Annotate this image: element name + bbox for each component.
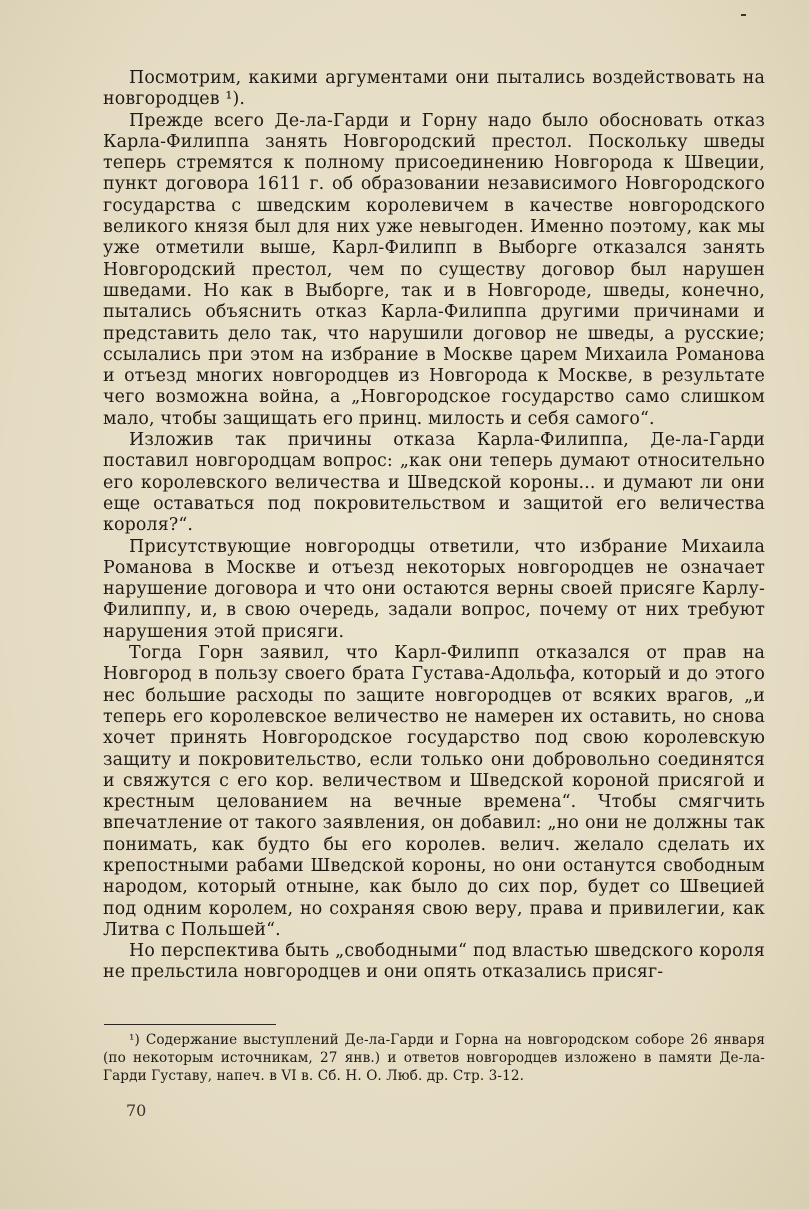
paragraph-2: Прежде всего Де-ла-Гарди и Горну надо было обосновать отказ Карла-Филиппа занять Новгородский престол. Поскольку шведы теперь стремятся к полному присоединению Новгорода к Швеции, пункт договора 1611 г. об образовании независимого Новгородского государства с шведским королевичем в качестве новгородского великого князя был для них уже невыгоден. Именно поэтому, как мы уже отметили выше, Карл-Филипп в Выборге отказался занять Новгородский престол, чем по существу договор был нарушен шведами. Но как в Выборге, так и в Новгороде, шведы, конечно, пытались объяснить отказ Карла-Филиппа другими причинами и представить дело так, что нарушили договор не шведы, а русские; ссылались при этом на избрание в Москве царем Михаила Романова и отъезд многих новгородцев из Новгорода к Москве, в результате чего возможна война, а „Новгородское государство само слишком мало, чтобы защищать его принц. милость и себя самого“. <box>103 110 765 429</box>
paragraph-5: Тогда Горн заявил, что Карл-Филипп отказался от прав на Новгород в пользу своего брата Густава-Адольфа, который и до этого нес большие расходы по защите новгородцев от всяких врагов, „и теперь его королевское величество не намерен их оставить, но снова хочет принять Новгородское государство под свою королевскую защиту и покровительство, если только они добровольно соединятся и свяжутся с его кор. величеством и Шведской короной присягой и крестным целованием на вечные времена“. Чтобы смягчить впечатление от такого заявления, он добавил: „но они не должны так понимать, как будто бы его королев. велич. желало сделать их крепостными рабами Шведской короны, но они останутся свободным народом, который отныне, как было до сих пор, будет со Швецией под одним королем, но сохраняя свою веру, права и привилегии, как Литва с Польшей“. <box>103 643 765 940</box>
paragraph-6: Но перспектива быть „свободными“ под властью шведского короля не прельстила новгородцев и они опять отказались присяг- <box>103 941 765 983</box>
paragraph-1: Посмотрим, какими аргументами они пытались воздействовать на новгородцев ¹). <box>103 68 765 110</box>
footnote: ¹) Содержание выступлений Де-ла-Гарди и Горна на новгородском соборе 26 января (по некоторым источникам, 27 янв.) и ответов новгородцев изложено в памяти Де-ла-Гарди Густаву, напеч. в VI в. Сб. Н. О. Люб. др. Стр. 3-12. <box>103 1032 765 1084</box>
paragraph-3: Изложив так причины отказа Карла-Филиппа, Де-ла-Гарди поставил новгородцам вопрос: „как они теперь думают относительно его королевского величества и Шведской короны... и думают ли они еще оставаться под покровительством и защитой его величества короля?“. <box>103 430 765 536</box>
paragraph-4: Присутствующие новгородцы ответили, что избрание Михаила Романова в Москве и отъезд некоторых новгородцев не означает нарушение договора и что они остаются верны своей присяге Карлу-Филиппу, и, в свою очередь, задали вопрос, почему от них требуют нарушения этой присяги. <box>103 536 765 642</box>
print-mark <box>741 14 746 16</box>
page-number: 70 <box>126 1101 147 1120</box>
footnote-separator <box>104 1024 276 1025</box>
main-text <box>103 68 765 984</box>
